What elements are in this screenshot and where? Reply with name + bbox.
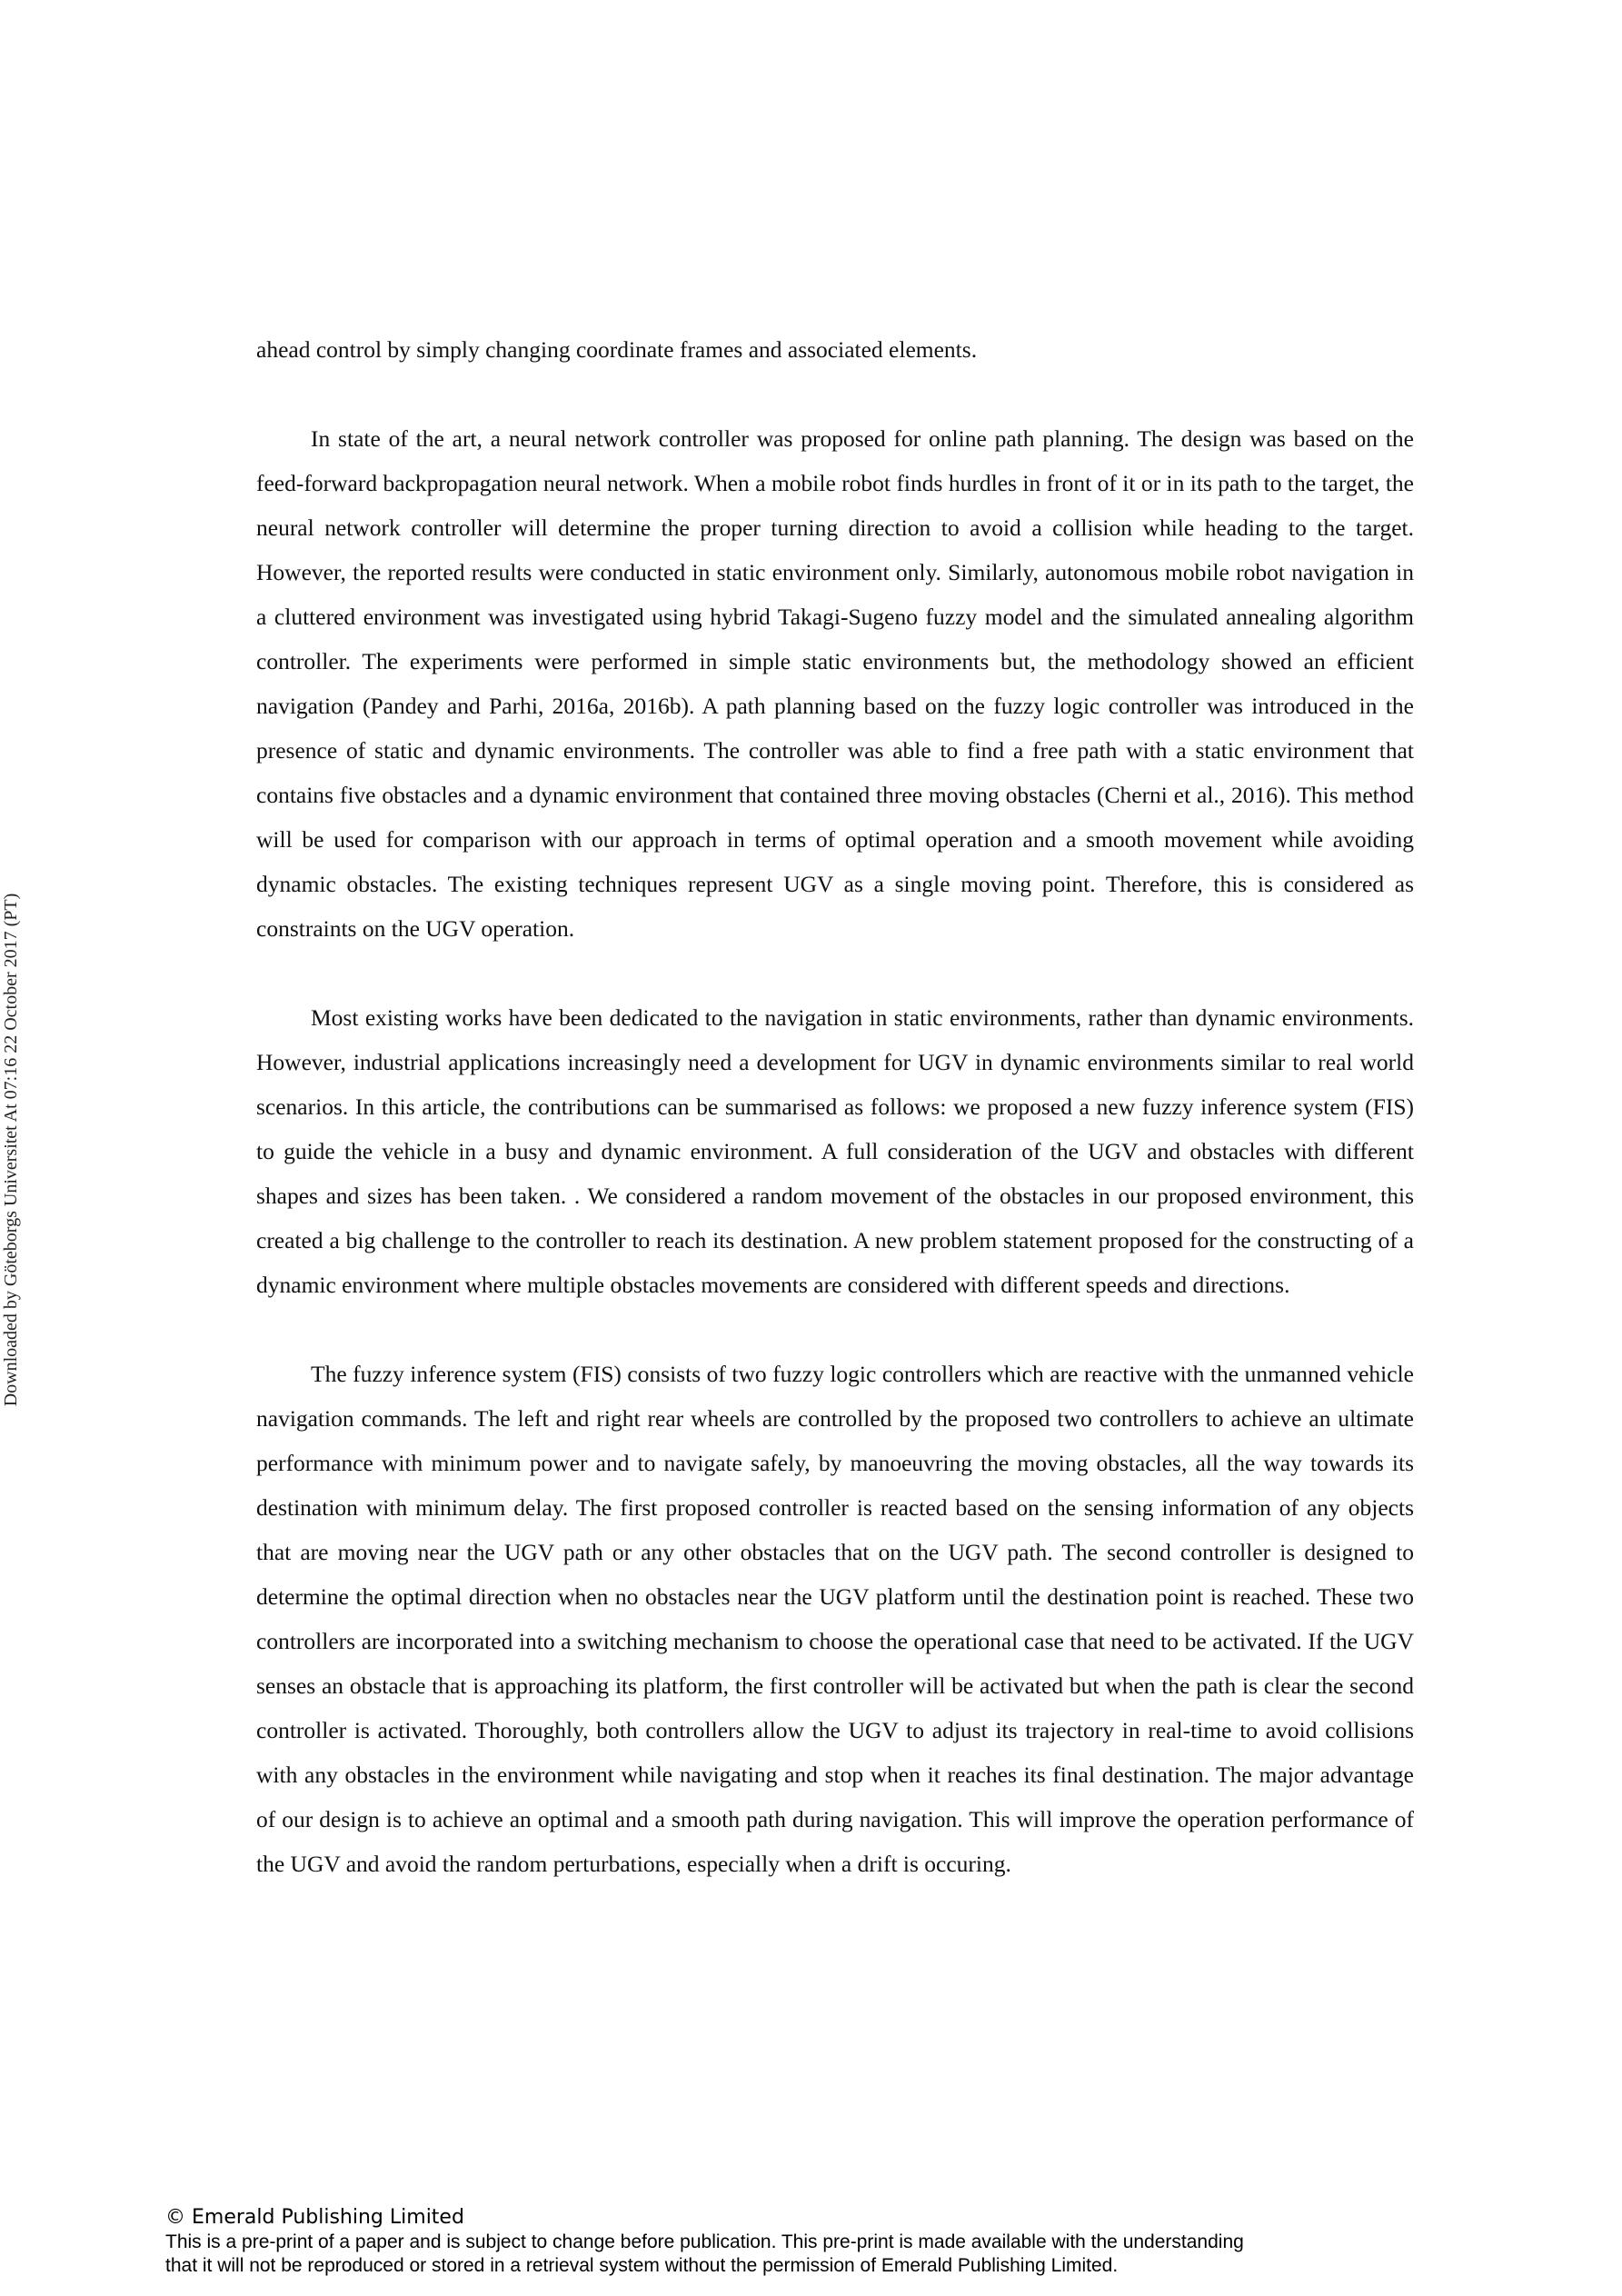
- paragraph-state-of-art: In state of the art, a neural network controller was proposed for online path planning. The design was based on the feed-forward backpropagation neural network. When a mobile robot finds hurdles in front of it or in its path to the target, the neural network controller will determine the proper turning direction to avoid a collision while heading to the target. However, the reported results were conducted in static environment only. Similarly, autonomous mobile robot navigation in a cluttered environment was investigated using hybrid Takagi-Sugeno fuzzy model and the simulated annealing algorithm controller. The experiments were performed in simple static environments but, the methodology showed an efficient navigation (Pandey and Parhi, 2016a, 2016b). A path planning based on the fuzzy logic controller was introduced in the presence of static and dynamic environments. The controller was able to find a free path with a static environment that contains five obstacles and a dynamic environment that contained three moving obstacles (Cherni et al., 2016). This method will be used for comparison with our approach in terms of optimal operation and a smooth movement while avoiding dynamic obstacles. The existing techniques represent UGV as a single moving point. Therefore, this is considered as constraints on the UGV operation.: [256, 425, 1414, 942]
- preprint-notice-line-2: that it will not be reproduced or stored in a retrieval system without the permission of Emerald Publishing Limited.: [165, 2255, 1119, 2276]
- paragraph-contributions: Most existing works have been dedicated to the navigation in static environments, rather than dynamic environments. However, industrial applications increasingly need a development for UGV in dynamic environments similar to real world scenarios. In this article, the contributions can be summarised as follows: we proposed a new fuzzy inference system (FIS) to guide the vehicle in a busy and dynamic environment. A full consideration of the UGV and obstacles with different shapes and sizes has been taken. . We considered a random movement of the obstacles in our proposed environment, this created a big challenge to the controller to reach its destination. A new problem statement proposed for the constructing of a dynamic environment where multiple obstacles movements are considered with different speeds and directions.: [256, 1004, 1414, 1298]
- copyright-line: © Emerald Publishing Limited: [165, 2206, 464, 2229]
- preprint-notice-line-1: This is a pre-print of a paper and is subject to change before publication. This pre-print is made available with the understanding: [165, 2231, 1244, 2252]
- paragraph-gap: [256, 372, 1414, 416]
- paragraph-continuation: ahead control by simply changing coordinate frames and associated elements.: [256, 336, 978, 363]
- paragraph-gap: [256, 1307, 1414, 1352]
- paragraph-gap: [256, 951, 1414, 995]
- publisher-footer: [165, 2205, 1528, 2278]
- download-watermark: Downloaded by Göteborgs Universitet At 07:16 22 October 2017 (PT): [1, 893, 21, 1407]
- paragraph-fis-overview: The fuzzy inference system (FIS) consists of two fuzzy logic controllers which are reactive with the unmanned vehicle navigation commands. The left and right rear wheels are controlled by the proposed two controllers to achieve an ultimate performance with minimum power and to navigate safely, by manoeuvring the moving obstacles, all the way towards its destination with minimum delay. The first proposed controller is reacted based on the sensing information of any objects that are moving near the UGV path or any other obstacles that on the UGV path. The second controller is designed to determine the optimal direction when no obstacles near the UGV platform until the destination point is reached. These two controllers are incorporated into a switching mechanism to choose the operational case that need to be activated. If the UGV senses an obstacle that is approaching its platform, the first controller will be activated but when the path is clear the second controller is activated. Thoroughly, both controllers allow the UGV to adjust its trajectory in real-time to avoid collisions with any obstacles in the environment while navigating and stop when it reaches its final destination. The major advantage of our design is to achieve an optimal and a smooth path during navigation. This will improve the operation performance of the UGV and avoid the random perturbations, especially when a drift is occuring.: [256, 1361, 1414, 1877]
- paper-body: [256, 327, 1414, 1886]
